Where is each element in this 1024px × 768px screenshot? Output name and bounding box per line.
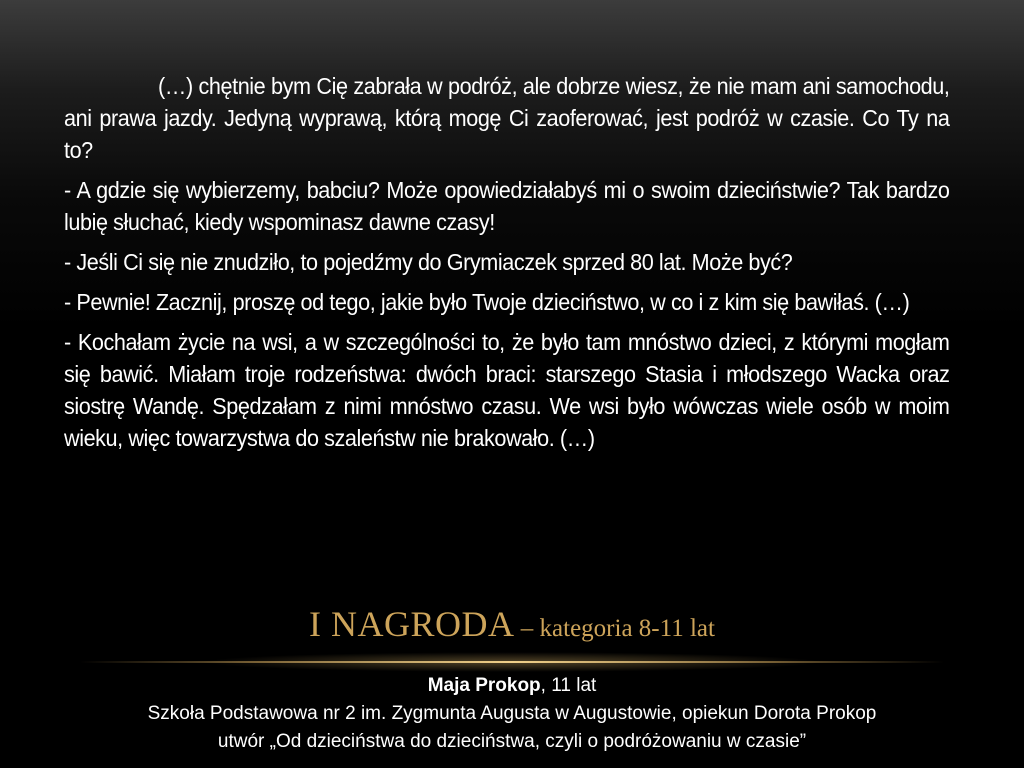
story-paragraph: - Pewnie! Zacznij, proszę od tego, jakie było Twoje dzieciństwo, w co i z kim się bawiłaś. (…) (64, 289, 910, 315)
credits (0, 672, 1024, 756)
author-line (0, 672, 1024, 700)
story-paragraph: - A gdzie się wybierzemy, babciu? Może opowiedziałabyś mi o swoim dzieciństwie? Tak bardzo lubię słuchać, kiedy wspominasz dawne czasy! (64, 177, 950, 235)
school-line: Szkoła Podstawowa nr 2 im. Zygmunta Augusta w Augustowie, opiekun Dorota Prokop (147, 703, 877, 724)
author-age: , 11 lat (540, 675, 597, 696)
award-heading (0, 603, 1024, 645)
story-paragraph: - Jeśli Ci się nie znudziło, to pojedźmy do Grymiaczek sprzed 80 lat. Może być? (64, 249, 793, 275)
gold-divider (80, 661, 944, 663)
work-title-line: utwór „Od dzieciństwa do dzieciństwa, czyli o podróżowaniu w czasie” (217, 731, 807, 752)
story-paragraph: - Kochałam życie na wsi, a w szczególności to, że było tam mnóstwo dzieci, z którymi mogłam się bawić. Miałam troje rodzeństwa: dwóch braci: starszego Stasia i młodszego Wacka oraz siostrę Wandę. Spędzałam z nimi mnóstwo czasu. We wsi było wówczas wiele osób w moim wieku, więc towarzystwa do szaleństw nie brakowało. (…) (64, 329, 950, 451)
award-category: – kategoria 8-11 lat (514, 615, 715, 642)
award-prize: I NAGRODA (309, 604, 515, 644)
author-name: Maja Prokop (427, 675, 541, 696)
story-excerpt (64, 70, 949, 462)
story-paragraph: (…) chętnie bym Cię zabrała w podróż, ale dobrze wiesz, że nie mam ani samochodu, ani prawa jazdy. Jedyną wyprawą, którą mogę Ci zaoferować, jest podróż w czasie. Co Ty na to? (64, 73, 950, 163)
